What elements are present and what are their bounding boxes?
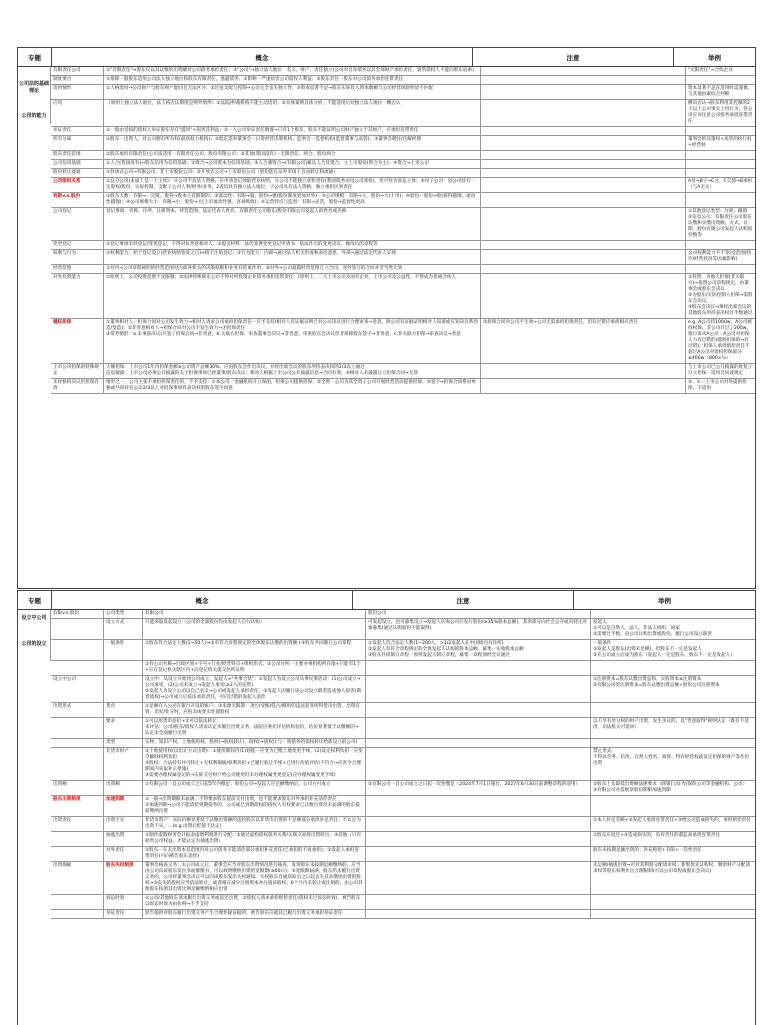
row-topic: 公司组织关系	[51, 178, 104, 192]
header-concept: 概念	[52, 48, 473, 66]
row-concept: ①排除一般股东适用公司法人独立地位和股东有限责任，逃避债务；②影响一严重损害公司债权人利益；③股东责任一股东对公司债务承担连带责任	[104, 76, 481, 84]
row-note	[481, 76, 686, 84]
row-note: ①发起人符合法定人数(1~200人，>1/2发起人在中国境内有住所) ②发起人有符合章程规定的全体发起人认购的股本总额、募集一实收股本总额 ③股东共同制订章程一原则发起人制订章程，募集一章程须经会议通过	[366, 640, 591, 660]
row-note	[481, 100, 686, 126]
row-example	[591, 796, 755, 816]
row-concept: ①股东一在未出资本息范围内对公司债务不能清偿部分承担补充责任(已承担的不再承担)；②发起人承担连带责任(可向被告股东追偿)	[143, 847, 366, 861]
row-example: 董事会的决策权+高管的执行权+经营权	[688, 137, 752, 148]
table-row	[51, 676, 755, 703]
document-page-1	[17, 47, 756, 589]
row-topic: 股东出资制度	[51, 796, 104, 816]
row-topic	[51, 661, 104, 675]
row-concept: ①足额存入公司在银行开设的账户；②来源无限制：贪污/受贿/侵占/挪用的违法犯罪所得货币出资，出资有效，追究/处分时，应拍卖或变卖处置股权	[143, 703, 366, 717]
row-topic: 变更登记	[51, 241, 104, 249]
row-topic: 股份转让流通	[51, 169, 104, 177]
row-concept: ①制作虚假财务会计报表虚增利润进行分配；②通过虚构债权债务关系/关联交易将出资转出；③其他（只有损害公司权益、才能认定为抽逃出资）	[143, 832, 366, 846]
row-example	[591, 739, 755, 747]
header-concept: 概念	[52, 591, 353, 609]
document-page-2	[17, 590, 756, 1025]
row-note	[481, 193, 686, 207]
row-example: ①注册资本=股东认缴出资总和、实收资本≤注册资本 ②有限公司的注册资本=股东认缴出资总额+股份公司注册资本	[593, 677, 720, 688]
row-topic: 股东责任范围	[51, 151, 104, 159]
row-concept: ①总分公司(本质上是一个主体)：分公司不具法人资格，应申请登记领取营业执照，分公司不能独立承担责任(我国债务由母公司承担)，但可作为诉讼主体；②母子公司：母公司持有一定股权/股份、实际控制，支配子公司人事/财务/业务，2者均具有独立法人地位，子公司具有法人资格，独立承担民事责任	[104, 178, 481, 192]
header-topic: 专题	[18, 591, 52, 609]
table-row	[51, 703, 755, 718]
row-example	[686, 151, 755, 159]
table-row	[51, 76, 755, 85]
row-note	[366, 739, 591, 747]
table-row	[51, 208, 755, 241]
row-note	[481, 364, 686, 378]
table-row	[51, 610, 755, 619]
row-topic	[51, 748, 104, 780]
row-example: 与上市公司已公开披露的批复子订立担保一适用合同或规定	[688, 365, 753, 376]
row-concept: ①董事相对人一担保合同对公司发生效力→相对人请求公司承担担保责任一应予支持(相对人有证据证明已对公司决议进行合理审查→善意，除公司有证据证明相对人知道或应知决议系伪造/变造)；②非善意相对人→担保合同对公司不发生效力→无担保责任 ③常考情形：a.未事前决议(只签了担保合同→非善意，b.关联方担保：审查董事会决议→非善意，审查股东会决议但非排除股东签字→非善意，c.非关联方担保→审查决议→善意	[104, 319, 481, 363]
row-concept: ①土地使用权(以出让方式出资)：①使用期间内(1)划拨一应变为已缴土地变更手续，(2)设定权利负担一应变令解除权利负担 ②股权：合法持有并可转让+无权利瑕疵/权利负担+已履行转让手续+已进行价值评估(不符合→应责令合理期间内采取补正措施) ③需要办理权属登记的→实际交付财产给公司使用但未办理权属变更登记(应办理权属变更手续)	[143, 748, 366, 780]
table-row	[51, 193, 755, 208]
table-body	[18, 610, 755, 919]
header-topic: 专题	[18, 48, 52, 66]
header-note: 注意	[473, 48, 674, 66]
row-topic: 上市公司担保的特殊规定	[51, 364, 104, 378]
row-example	[591, 910, 755, 918]
row-note	[481, 274, 686, 318]
row-concept: ①原则上，公司投资范围不受限制；②法律特殊规定公司不得对所投资企业债务承担连带责任：(原则上，二人上市公司及国有企业，上市公司及公益性，不得成为普通合伙人	[104, 274, 481, 318]
row-topic: 出资责任	[51, 817, 104, 831]
table-row	[51, 274, 755, 319]
header-example: 举例	[658, 596, 671, 605]
row-example	[686, 76, 755, 84]
row-concept: 设立中：从设立开始到公司成立，发起人≈"共事合伙"；①发起人为设立公司从事民事活动：(1)公司成立→公司承受，(2)公司未成立→发起人承受(≥2人的连带) ②发起人为设立公司以自己名义→公司或发起人承担责任；③发起人因履行该公司设立职责造成他人损害(期责债权)→公司成立后依法承担责任，可向过错的发起人追偿	[143, 676, 366, 702]
row-sublabel: 公司类型	[104, 610, 143, 618]
row-topic	[51, 895, 104, 909]
row-note	[366, 895, 591, 909]
row-concept: （原则上独立法人地位，法人格否认制度是例外情形）①法院/仲裁机构不能主动适用；②具体案例具体分析，不能适用后对独立法人地位一概否认	[104, 100, 481, 126]
row-concept: ①有公司名称→行政区划+字号+行业/经营特点+组织形式；②公司住所一主要办事机构所在地+只能有1个+应在登记机关辖区内+向登记机关提交住所证明	[143, 661, 366, 675]
row-topic	[51, 640, 104, 660]
row-note	[366, 661, 591, 675]
table-row	[51, 319, 755, 364]
row-note	[366, 718, 591, 738]
row-topic: 出资额	[51, 781, 104, 795]
row-sublabel: 设立方式	[104, 619, 143, 639]
row-topic: 公司登记	[51, 208, 104, 240]
row-example: ①股东应返还+②造成损失的，负有责任的董监高承担连带责任	[593, 833, 720, 838]
row-note	[481, 160, 686, 168]
row-sublabel: 类型	[104, 739, 143, 747]
section-label: 设立中公司	[18, 610, 51, 625]
header-note: 注意	[353, 591, 574, 609]
section-label: 公司的能力	[18, 106, 51, 124]
row-sublabel: 股东失权制度	[104, 862, 143, 894]
row-concept: ①可以用货币估价+②可以依法转让 未评估：公司/股东/债权人请求认定未履行出资义务，法院应委托评估机构估价，估价显著低于认缴额的→认定未全面履行出资	[143, 718, 366, 738]
row-concept: 董事会核查义务：①公司成立后，董事会应当对股东出资情况进行核查，发现股东未按期足额缴纳的，应当由公司向该股东发出书面催缴书，可以载明缴纳出资的宽限期(≥60日)；②宽限期届满，股东仍未履行出资义务的，公司经董事会决议可以向该股东发出失权通知，失权股东自通知发出之日起丧失其未缴纳出资的股权→③丧失的股权应当依法转让，或者相应减少注册资本并注销该股权；6个月内未转让或注销的，由公司其他股东按照其出资比例足额缴纳相应出资	[143, 862, 366, 894]
row-example: 未足额/抽逃出资→可对其利润分配请求权、新股优先认购权、剩余财产分配请求权等股东权利作出合理限制(可以公司章程或股东会决议)	[593, 863, 750, 874]
table-row	[51, 817, 755, 832]
row-example	[686, 169, 755, 177]
row-example	[591, 661, 755, 675]
table-row	[51, 379, 755, 394]
row-sublabel: 非货币财产	[104, 748, 143, 780]
row-sublabel: 抽逃出资	[104, 832, 143, 846]
table-row	[51, 85, 755, 100]
row-sublabel	[104, 676, 143, 702]
row-example: ①股东上头最低出资额法律要求（除银行/证券/保险公司等金融机构、公司） ②有限公司并需规章股份期限加速到期	[593, 782, 748, 793]
table-row	[51, 178, 755, 193]
row-concept: ①封闭式公司→有限公司、非上市股份公司；②开放式公司→上市股份公司（股份能在证券市场上自由转让和流通）	[104, 169, 481, 177]
section-label: 公司法的基础理论	[18, 67, 51, 106]
row-example: "无限责任"→合伙企业	[688, 68, 733, 73]
table-row	[51, 169, 755, 178]
row-example	[591, 703, 755, 717]
table-row	[51, 796, 755, 817]
row-example: ②、①一上市公司对外提供担保，不适用	[688, 380, 747, 391]
row-note	[366, 910, 591, 918]
row-note: 股份公司	[366, 610, 591, 618]
table-row	[51, 910, 755, 919]
row-sublabel: 要求	[104, 718, 143, 738]
row-topic	[51, 910, 104, 918]
table-row	[51, 265, 755, 274]
row-example	[686, 241, 755, 249]
table-row	[51, 100, 755, 127]
row-topic: 举证责任	[51, 127, 104, 135]
table-row	[51, 250, 755, 265]
row-concept: 情形之一，公司主张不承担担保责任的，不予支持：①本公司一金融机构开立保函，担保公司提供担保；②全资一公司为其全资子公司开展经营活动提供担保；③签字→担保合同系由单独或共同持有公司2/3以上对担保事项有表决权的股东签字同意	[104, 379, 481, 393]
row-example	[686, 127, 755, 135]
row-topic: 出资瑕疵	[51, 862, 104, 894]
row-sublabel	[104, 661, 143, 675]
row-note: 可发起设立，也可募集设立→发起人认购公司应发行股份(≥35%股本总额)，其余部分向社会公开或向特定对象募集(通过认购股份不能取得)	[366, 619, 591, 639]
section-label: 公司的设立	[18, 625, 51, 661]
table-row	[51, 661, 755, 676]
table-row	[51, 640, 755, 661]
row-topic	[51, 739, 104, 747]
row-topic	[51, 832, 104, 846]
row-concept: 有限公司	[143, 610, 366, 618]
row-concept: ①登记事项未经登记/变更登记，不得对抗善意相对人；②提交材料：法代签署变更登记申请书、依法作出的变更决议、修改后的章程等	[104, 241, 481, 249]
row-note	[481, 85, 686, 99]
table-row	[51, 364, 755, 379]
row-sublabel: 诉讼时效	[104, 895, 143, 909]
row-note	[366, 703, 591, 717]
row-note: ②担保合同对公司不生效→公司无需承担担保责任，但有过错应承担相应责任	[481, 319, 686, 363]
table-row	[51, 832, 755, 847]
table-header	[18, 591, 755, 610]
row-example: A母→B子→C分，C欠债→B承担（与A无关）	[688, 179, 753, 190]
row-sublabel: 出资不实	[104, 817, 143, 831]
row-topic: 所有分离	[51, 136, 104, 150]
row-concept: ①一般由受损的债权人举证股东存在"滥用"+损害其利益；②一人公司举证责任倒置→只有1个股东，股东不能证明公司财产独立于其财产，应承担连带责任	[104, 127, 481, 135]
row-topic: 制度要点	[51, 76, 104, 84]
row-note	[481, 127, 686, 135]
row-concept: ①"有限责任"→股东仅以其认缴的出资额对公司债务承担责任；②"公司"→独立法人地位：名义、财产、责任独立(公司对自身债务以其全部财产承担责任，通常债权人不能向股东追索)	[104, 67, 481, 75]
table-row	[51, 67, 755, 76]
table-row	[51, 241, 755, 250]
row-example	[686, 193, 755, 207]
row-note	[481, 67, 686, 75]
row-topic: 出资形式	[51, 703, 104, 717]
row-example: 横向否认→股东利用其控制的2个以上公司事实上进行为，各公司应对任意公司债务承担连带责任	[688, 101, 753, 124]
table-row	[51, 718, 755, 739]
row-concept: ①有限公司一自公司成立之日起5年内缴足；股份公司→发起人应足额缴纳后，公司方可成立	[143, 781, 366, 795]
row-concept: 只能采取发起设立（公司的全部股份均由发起人自行认购）	[143, 619, 366, 639]
row-topic: 有限v.s.股份	[51, 610, 104, 618]
table-row	[51, 151, 755, 160]
row-example	[591, 610, 755, 618]
table-header	[18, 48, 755, 67]
row-concept: ①权利能力：始于登记设立(营业执照签发之日)→终于注销登记；②行为能力：内部→通过法人机关形成和表达意思，外部→通过法定代表人实现	[104, 250, 481, 264]
row-topic: 应用	[51, 100, 104, 126]
row-sublabel: 货币	[104, 703, 143, 717]
row-topic: 有限责任公司	[51, 67, 104, 75]
table-row	[51, 160, 755, 169]
header-example: 举例	[708, 53, 721, 62]
row-topic: 公司信用基础	[51, 160, 104, 168]
row-concept: 登记事项：名称、住所、注册资本、经营范围、法定代表人姓名、有限责任公司股东/股份有限公司发起人的姓名或名称	[104, 208, 481, 240]
row-sublabel: 举证责任	[104, 910, 143, 918]
row-topic	[51, 718, 104, 738]
row-example: ①其他登记类型：注册、撤销 ②信息公示：有限责任公司股东认缴和实缴出资额、方式、日期，股份有限公司发起人认购股份数等	[688, 209, 753, 238]
row-concept: ①人合(我国没有)→股东信用为信用基础；②资合→公司资本为信用基础；③人合兼资合→(有限公司)兼具人合及资合，主上市股份(资合为主)；④资合→上市公司	[104, 160, 481, 168]
row-example	[591, 895, 755, 909]
row-example: 以不享有处分权的财产出资，发生争议的，以"善意取得"规则认定（既有不适用，司法机关可追回）	[593, 719, 749, 730]
row-concept: ①人格混同→公司财产与股东财产混同且无法区分；②过度支配与控制→公司完全丧失独立性；③资本显著不足→股东实际投入资本数额与公司经营风险明显不匹配	[104, 85, 481, 99]
row-note	[481, 208, 686, 240]
row-concept: ①股东承担有限责任(公司法适用一有限责任公司、股份有限公司；②其他(我国没有)一无限责任、两合、股份两合	[104, 151, 481, 159]
row-sublabel: 一般条件	[104, 640, 143, 660]
row-note	[481, 169, 686, 177]
row-concept: 原告提供对股东履行出资义务产生合理怀疑证据的，被告股东应就其已履行出资义务承担举证责任	[143, 910, 366, 918]
row-concept: ①股东符合法定人数(1~50人)→②有符合章程规定的全体股东认缴的出资额+③股东共同制订公司章程	[143, 640, 366, 660]
row-example: 资本显著不足在适用时需谨慎，与其他因素综合判断	[688, 86, 753, 97]
row-concept: ①公司/其他股东请求履行出资义务或返还出资，②债权人请求承担赔偿责任(债权未过诉讼时效)，被告股东以诉讼时效为由抗辩→不予支持	[143, 895, 366, 909]
row-topic: 未经机构决议但担保有效	[51, 379, 104, 393]
row-concept: ①对内→公司章程载明的经营范围对内部各机关的决策权限和业务有约束作用；②对外→公司超越经营范围订立合同，对外签订的合同并非当然无效	[104, 265, 481, 273]
row-topic	[51, 847, 104, 861]
table-row	[51, 748, 755, 781]
row-sublabel: 加速到期	[104, 796, 143, 816]
table-row	[51, 862, 755, 895]
table-row	[51, 895, 755, 910]
row-example: ①投资，为他人担保(非关联方)→依照公司章程规定，由董事会或股东会决议 ②为股东/实际控制人担保→需股东会决议， ③股东会决议→须经出席会议的其他股东所持表决权过半数通过	[688, 275, 753, 316]
row-topic: 有限v.s.股份	[51, 193, 104, 207]
row-note	[481, 265, 686, 273]
row-concept: 大额担保：上市公司1年内担保金额≥公司资产总额30%，应由股东会作出决议，并经出席会议的股东所持表决权的2/3以上通过 信息披露：上市公司必须公开披露的关于担保事项已经董事/股东决议；相对人根据上市公司公开披露信息→合同有效，②相对人未披露订立担保合同→无效	[104, 364, 481, 378]
row-example: ①本人补足差额+②发起人承担连带责任+③给公司造成损失的，承担赔偿责任	[593, 818, 751, 823]
table-row	[51, 847, 755, 862]
row-note	[481, 250, 686, 264]
row-example	[686, 265, 755, 273]
row-note	[366, 847, 591, 861]
row-sublabel: 对外责任	[104, 847, 143, 861]
row-note	[366, 676, 591, 702]
row-topic	[51, 619, 104, 639]
row-topic: 对外投资能力	[51, 274, 104, 318]
table-body	[18, 67, 755, 394]
row-note	[481, 379, 686, 393]
row-concept: ①一般→出资期限未届满，不得要求股东提前交付出资，也不能要求股东对外承担补充清偿责任 ②加速到期→公司不能清偿到期债务的，公司或已到期债权的债权人有权要求已认缴出资但未届满的股东提前缴纳出资	[143, 796, 366, 816]
table-row	[51, 619, 755, 640]
row-note	[481, 151, 686, 159]
row-concept: ①股东人数：有限→一定限，股份→股本小有限制的；②流动性：有限→弱，股份→强(股份制度更加对外)；③公司规模：有限→小，股份→大(上市)；④股份一股份→股(拆得越细，流动性越强)；④公司规模大小：有限→小，股份→大(上市流动性强，容易吸收)；⑤运营特点与监督：有限→灵活，股份→监督性更高	[104, 193, 481, 207]
row-example: 公司权利能力不不等(受范围/特许/经营状况等因素影响)	[688, 251, 752, 262]
row-concept: 实物、知识产权、土地使用权、股权(→股权转让)、债权(→债权让与：将债务的债权转让给新设立的公司)	[143, 739, 366, 747]
row-topic: 适用情形	[51, 85, 104, 99]
table-row	[51, 739, 755, 748]
row-note	[481, 178, 686, 192]
row-example: 一般条件 ①发起人是股东(出资未足额)，但股东不一定是发起人 ②在公司成立后成为股东（发起人一定是股东，股东不一定是发起人）	[593, 641, 735, 658]
row-note	[366, 748, 591, 780]
row-note	[366, 817, 591, 831]
row-topic: 设立中公司	[51, 676, 104, 702]
table-row	[51, 781, 755, 796]
row-note	[481, 136, 686, 150]
row-topic: 经营范围	[51, 265, 104, 273]
table-row	[51, 136, 755, 151]
row-example: 禁止形式： 不得以劳务、信用、自然人姓名、商誉、特许经营权或设定担保的财产等作价出资	[593, 749, 750, 766]
row-note	[366, 832, 591, 846]
row-example: 发起人： ①可以是自然人、法人、非法人组织、国家 ②需要过半数，向公司认购出资或股份，履行公司设立职责	[593, 620, 712, 637]
row-example: e.g. A公司持1000w，A公司被投权保，非公司只过了200w，银行诉从A公司一A公司对担保人力有过错的(越权担保的→有过错)，担保人承担赔偿责任不超过A公司对债权担保部分≤400w（800×½）	[688, 320, 753, 361]
row-note	[366, 862, 591, 894]
row-topic: 越权担保	[51, 319, 104, 363]
table-row	[51, 127, 755, 136]
row-example	[686, 160, 755, 168]
row-note: ②有限公司一自公司成立之日起一次性缴足（2024年7月1日施行，2027年6月30日前调整章程的适用）	[366, 781, 591, 795]
row-concept: ①股东一出资人，对公司拥有所有权(最高权力机构)；②股东选举董事会一日常经营决策机构，监事会一监督机构(监督董事与高管)；③董事会聘任/任解经理	[104, 136, 481, 150]
row-example: 股东未按期足额出资的：补充赔偿+有限+一次性责任	[593, 848, 702, 853]
row-sublabel: 出资额	[104, 781, 143, 795]
row-concept: 非货币资产：实际价额显著低于认缴出资额的违约股东以非货币出资的不足额部分承担补足责任；不认定为出资不实，…(e.g.出资后贬值不认定)	[143, 817, 366, 831]
row-note	[481, 241, 686, 249]
row-note	[366, 796, 591, 816]
row-topic: 权利与行为	[51, 250, 104, 264]
